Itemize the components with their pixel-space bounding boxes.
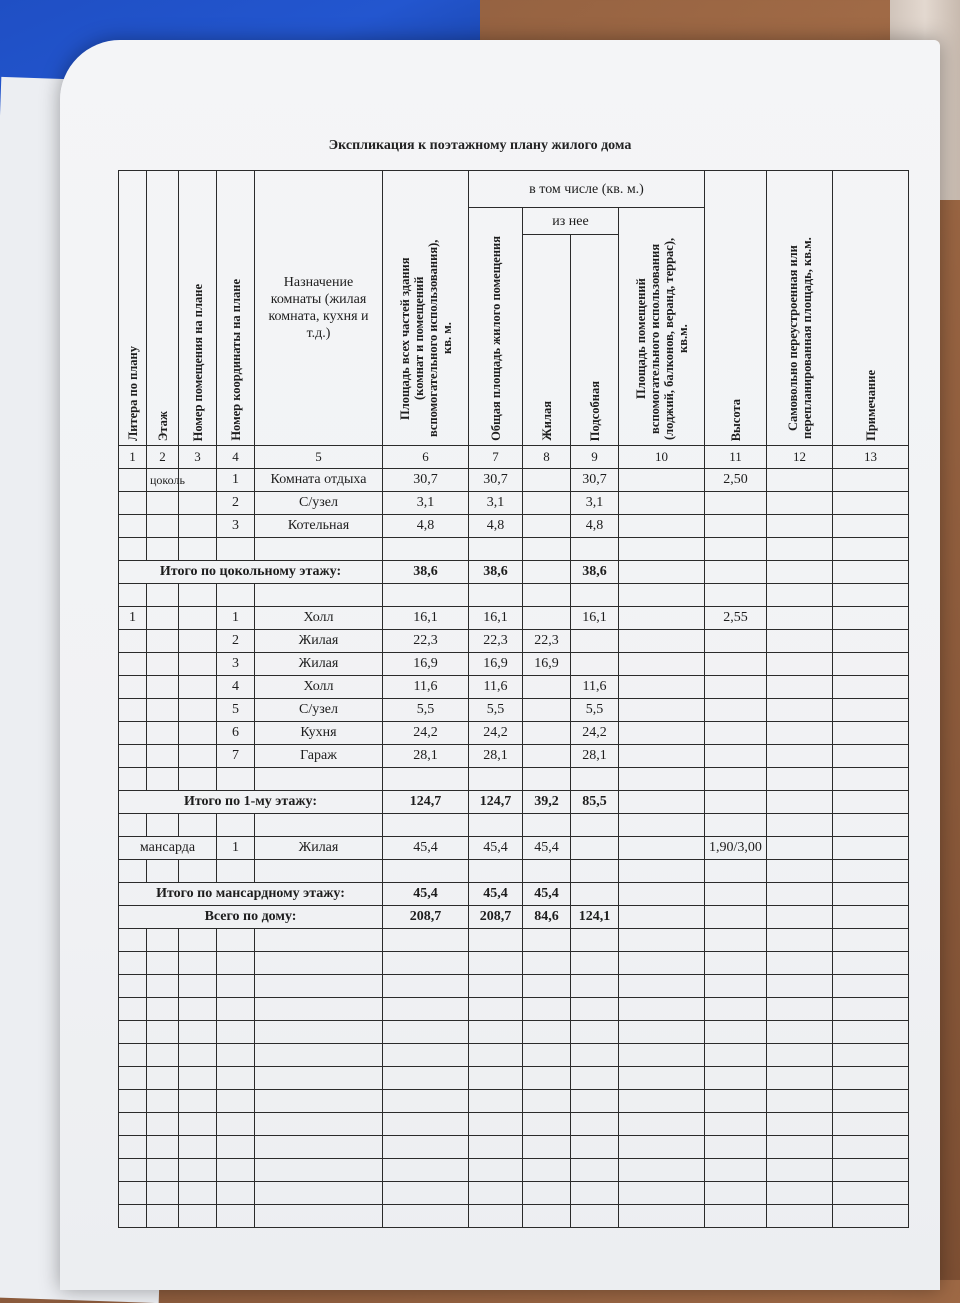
table-row xyxy=(119,768,909,791)
subtotal-common: 38,6 xyxy=(469,561,523,584)
subtotal-common: 45,4 xyxy=(469,883,523,906)
blank-row xyxy=(119,1090,909,1113)
room-name-cell: Комната отдыха xyxy=(255,469,383,492)
table-row xyxy=(119,837,909,860)
col-number: 5 xyxy=(255,446,383,469)
utility-area-cell: 5,5 xyxy=(571,699,619,722)
table-row xyxy=(119,676,909,699)
living-area-cell xyxy=(523,607,571,630)
blank-row xyxy=(119,1182,909,1205)
subtotal-living: 45,4 xyxy=(523,883,571,906)
col-number: 13 xyxy=(833,446,909,469)
col-room-number-header: Номер помещения на плане xyxy=(179,171,217,446)
table-row xyxy=(119,860,909,883)
col-number: 2 xyxy=(147,446,179,469)
grand-total-living: 84,6 xyxy=(523,906,571,929)
area-cell: 16,9 xyxy=(383,653,469,676)
area-cell: 4,8 xyxy=(383,515,469,538)
common-area-cell: 30,7 xyxy=(469,469,523,492)
grand-total-common: 208,7 xyxy=(469,906,523,929)
living-area-cell xyxy=(523,469,571,492)
coordinate-cell: 1 xyxy=(217,837,255,860)
of-which-header: из нее xyxy=(523,208,619,235)
area-cell: 16,1 xyxy=(383,607,469,630)
grand-total-label: Всего по дому: xyxy=(119,906,383,929)
table-row xyxy=(119,607,909,630)
floor-label: мансарда xyxy=(119,837,217,860)
subtotal-label: Итого по цокольному этажу: xyxy=(119,561,383,584)
living-area-cell xyxy=(523,699,571,722)
subtotal-living: 39,2 xyxy=(523,791,571,814)
col-number: 7 xyxy=(469,446,523,469)
blank-row xyxy=(119,1113,909,1136)
blank-row xyxy=(119,952,909,975)
utility-area-cell: 30,7 xyxy=(571,469,619,492)
room-name-cell: С/узел xyxy=(255,492,383,515)
living-area-cell xyxy=(523,515,571,538)
area-cell: 5,5 xyxy=(383,699,469,722)
room-name-cell: Жилая xyxy=(255,653,383,676)
col-common-area-header: Общая площадь жилого помещения xyxy=(469,208,523,446)
height-cell: 1,90/3,00 xyxy=(705,837,767,860)
area-cell: 11,6 xyxy=(383,676,469,699)
room-name-cell: Холл xyxy=(255,676,383,699)
header-row-1 xyxy=(119,171,909,208)
living-area-cell xyxy=(523,492,571,515)
area-cell: 45,4 xyxy=(383,837,469,860)
col-living-header: Жилая xyxy=(523,235,571,446)
coordinate-cell: 6 xyxy=(217,722,255,745)
common-area-cell: 16,9 xyxy=(469,653,523,676)
living-area-cell: 22,3 xyxy=(523,630,571,653)
table-row xyxy=(119,699,909,722)
grand-total-utility: 124,1 xyxy=(571,906,619,929)
room-name-cell: С/узел xyxy=(255,699,383,722)
col-number: 11 xyxy=(705,446,767,469)
col-number: 9 xyxy=(571,446,619,469)
column-number-row xyxy=(119,446,909,469)
room-name-cell: Холл xyxy=(255,607,383,630)
utility-area-cell: 28,1 xyxy=(571,745,619,768)
subtotal-utility xyxy=(571,883,619,906)
document-title: Экспликация к поэтажному плану жилого дома xyxy=(328,138,632,153)
table-row xyxy=(119,814,909,837)
table-row xyxy=(119,630,909,653)
utility-area-cell: 3,1 xyxy=(571,492,619,515)
area-cell: 30,7 xyxy=(383,469,469,492)
table-row xyxy=(119,584,909,607)
subtotal-area: 38,6 xyxy=(383,561,469,584)
col-number: 3 xyxy=(179,446,217,469)
blank-row xyxy=(119,1044,909,1067)
grand-total-row xyxy=(119,906,909,929)
col-note-header: Примечание xyxy=(833,171,909,446)
living-area-cell xyxy=(523,722,571,745)
coordinate-cell: 2 xyxy=(217,630,255,653)
subtotal-living xyxy=(523,561,571,584)
litera-cell: 1 xyxy=(119,607,147,630)
common-area-cell: 28,1 xyxy=(469,745,523,768)
coordinate-cell: 4 xyxy=(217,676,255,699)
blank-row xyxy=(119,1136,909,1159)
col-unauthorized-header: Самовольно переустроенная или перепланированная площадь, кв.м. xyxy=(767,171,833,446)
coordinate-cell: 1 xyxy=(217,607,255,630)
col-number: 12 xyxy=(767,446,833,469)
area-cell: 24,2 xyxy=(383,722,469,745)
grand-total-area: 208,7 xyxy=(383,906,469,929)
floor-label: цоколь xyxy=(147,469,179,492)
col-auxiliary-use-header: Площадь помещений вспомогательного использования (лоджий, балконов, веранд, террас), кв.м. xyxy=(619,208,705,446)
col-number: 10 xyxy=(619,446,705,469)
blank-row xyxy=(119,1159,909,1182)
coordinate-cell: 1 xyxy=(217,469,255,492)
col-litera-header: Литера по плану xyxy=(119,171,147,446)
col-etazh-header: Этаж xyxy=(147,171,179,446)
subtotal-row xyxy=(119,791,909,814)
blank-rows xyxy=(119,929,909,1228)
utility-area-cell xyxy=(571,837,619,860)
col-number: 1 xyxy=(119,446,147,469)
living-area-cell xyxy=(523,676,571,699)
col-purpose-header: Назначение комнаты (жилая комната, кухня и т.д.) xyxy=(255,171,383,446)
coordinate-cell: 3 xyxy=(217,653,255,676)
room-name-cell: Жилая xyxy=(255,837,383,860)
explication-table xyxy=(118,170,909,1228)
area-cell: 28,1 xyxy=(383,745,469,768)
table-row xyxy=(119,722,909,745)
common-area-cell: 4,8 xyxy=(469,515,523,538)
common-area-cell: 24,2 xyxy=(469,722,523,745)
area-cell: 3,1 xyxy=(383,492,469,515)
coordinate-cell: 5 xyxy=(217,699,255,722)
table-row xyxy=(119,745,909,768)
blank-row xyxy=(119,1067,909,1090)
common-area-cell: 5,5 xyxy=(469,699,523,722)
subtotal-label: Итого по мансардному этажу: xyxy=(119,883,383,906)
common-area-cell: 3,1 xyxy=(469,492,523,515)
utility-area-cell xyxy=(571,630,619,653)
subtotal-row xyxy=(119,883,909,906)
col-height-header: Высота xyxy=(705,171,767,446)
table-row xyxy=(119,515,909,538)
room-name-cell: Кухня xyxy=(255,722,383,745)
utility-area-cell: 4,8 xyxy=(571,515,619,538)
col-coordinate-header: Номер координаты на плане xyxy=(217,171,255,446)
table-row xyxy=(119,492,909,515)
common-area-cell: 11,6 xyxy=(469,676,523,699)
utility-area-cell xyxy=(571,653,619,676)
col-utility-header: Подсобная xyxy=(571,235,619,446)
living-area-cell: 16,9 xyxy=(523,653,571,676)
living-area-cell xyxy=(523,745,571,768)
col-total-area-header: Площадь всех частей здания (комнат и помещений вспомогательного использования), кв. м. xyxy=(383,171,469,446)
col-number: 6 xyxy=(383,446,469,469)
including-header: в том числе (кв. м.) xyxy=(469,171,705,208)
col-number: 4 xyxy=(217,446,255,469)
room-name-cell: Жилая xyxy=(255,630,383,653)
blank-row xyxy=(119,998,909,1021)
table-row xyxy=(119,469,909,492)
living-area-cell: 45,4 xyxy=(523,837,571,860)
area-cell: 22,3 xyxy=(383,630,469,653)
height-cell: 2,50 xyxy=(705,469,767,492)
blank-row xyxy=(119,1205,909,1228)
common-area-cell: 16,1 xyxy=(469,607,523,630)
utility-area-cell: 11,6 xyxy=(571,676,619,699)
subtotal-utility: 38,6 xyxy=(571,561,619,584)
utility-area-cell: 24,2 xyxy=(571,722,619,745)
subtotal-common: 124,7 xyxy=(469,791,523,814)
coordinate-cell: 2 xyxy=(217,492,255,515)
coordinate-cell: 3 xyxy=(217,515,255,538)
subtotal-area: 124,7 xyxy=(383,791,469,814)
room-name-cell: Гараж xyxy=(255,745,383,768)
common-area-cell: 22,3 xyxy=(469,630,523,653)
blank-row xyxy=(119,929,909,952)
coordinate-cell: 7 xyxy=(217,745,255,768)
subtotal-area: 45,4 xyxy=(383,883,469,906)
col-number: 8 xyxy=(523,446,571,469)
utility-area-cell: 16,1 xyxy=(571,607,619,630)
subtotal-label: Итого по 1-му этажу: xyxy=(119,791,383,814)
blank-row xyxy=(119,975,909,998)
common-area-cell: 45,4 xyxy=(469,837,523,860)
table-row xyxy=(119,653,909,676)
room-name-cell: Котельная xyxy=(255,515,383,538)
subtotal-utility: 85,5 xyxy=(571,791,619,814)
table-row xyxy=(119,538,909,561)
subtotal-row xyxy=(119,561,909,584)
height-cell: 2,55 xyxy=(705,607,767,630)
blank-row xyxy=(119,1021,909,1044)
